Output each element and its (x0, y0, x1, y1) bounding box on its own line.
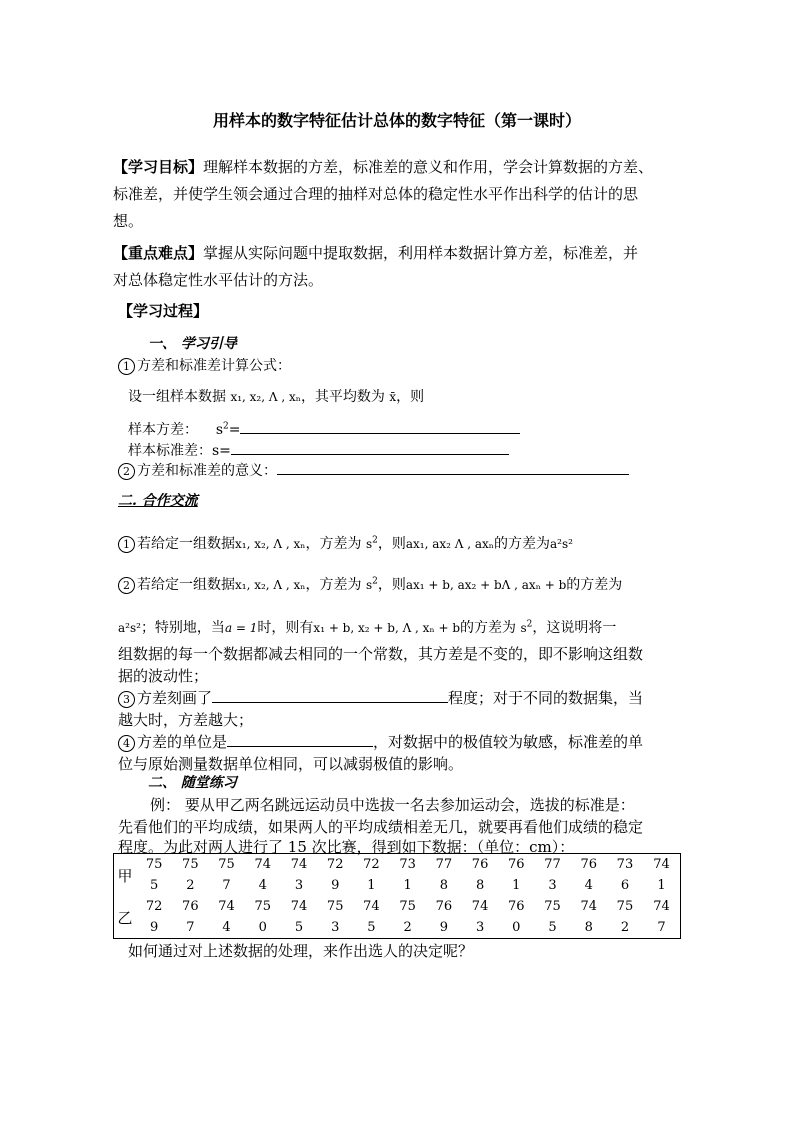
objectives-label: 【学习目标】 (113, 158, 204, 176)
table-cell: 3 (475, 920, 485, 935)
jia-label: 甲 (117, 866, 133, 885)
table-cell: 8 (584, 920, 593, 935)
table-cell: 0 (258, 920, 267, 935)
table-cell: 72 (363, 857, 380, 872)
keypoints-line2: 对总体稳定性水平估计的方法。 (113, 271, 324, 289)
table-cell: 74 (471, 899, 489, 914)
table-cell: 74 (653, 899, 670, 914)
yi-label: 乙 (117, 908, 133, 927)
section1-item1: 1 方差和标准差计算公式： (118, 355, 291, 375)
table-cell: 9 (331, 878, 340, 893)
table-cell: 7 (186, 920, 195, 935)
circled-number-icon: 4 (118, 735, 135, 752)
section2-p2-line3: 组数据的每一个数据都减去相同的一个常数，其方差是不变的，即不影响这组数 (118, 645, 644, 663)
objectives-line1: 【学习目标】理解样本数据的方差，标准差的意义和作用，学会计算数据的方差、 (113, 158, 654, 176)
table-cell: 5 (548, 920, 557, 935)
table-cell: 1 (403, 878, 412, 893)
table-cell: 9 (149, 920, 159, 935)
table-cell: 75 (182, 857, 199, 872)
table-cell: 76 (182, 899, 199, 914)
section2-p3-line2: 越大时，方差越大； (118, 711, 254, 729)
table-cell: 76 (580, 857, 597, 872)
table-cell: 73 (616, 857, 634, 872)
table-cell: 5 (367, 920, 376, 935)
table-cell: 74 (218, 899, 235, 914)
table-cell: 7 (657, 920, 666, 935)
std-line: 样本标准差：s= (128, 440, 509, 460)
table-cell: 9 (439, 920, 448, 935)
table-cell: 2 (403, 920, 412, 935)
circled-number-icon: 2 (118, 577, 135, 594)
table-cell: 1 (367, 878, 376, 893)
table-cell: 3 (294, 878, 304, 893)
objectives-line2: 标准差，并使学生领会通过合理的抽样对总体的稳定性水平作出科学的估计的思 (113, 185, 639, 203)
section2-p2-line4: 据的波动性； (118, 667, 209, 685)
example-line2: 先看他们的平均成绩，如果两人的平均成绩相差无几，就要再看他们成绩的稳定 (118, 818, 644, 836)
circled-number-icon: 1 (118, 358, 135, 375)
variance-line: 样本方差： $s^2=$ (128, 419, 520, 439)
table-cell: 76 (435, 899, 453, 914)
table-cell: 75 (145, 857, 163, 872)
table-cell: 4 (258, 878, 267, 893)
table-cell: 5 (149, 878, 159, 893)
table-cell: 2 (620, 920, 630, 935)
table-cell: 75 (326, 899, 344, 914)
section2-heading: 二. 合作交流 (118, 493, 198, 509)
circled-number-icon: 2 (118, 463, 135, 480)
table-cell: 1 (512, 878, 521, 893)
circled-number-icon: 3 (118, 691, 135, 708)
section2-p2-line2: a²s²；特别地，当a = 1时，则有x₁ + b, x₂ + b, Λ , xₙ + b的方差为 $s^2$，这说明将一 (118, 619, 617, 636)
example-line3: 程度。为此对两人进行了 15 次比赛，得到如下数据：（单位：cm）： (118, 838, 575, 856)
table-cell: 8 (439, 878, 448, 893)
table-cell: 3 (548, 878, 557, 893)
p4-blank[interactable] (227, 732, 373, 747)
section2-p4-line2: 位与原始测量数据单位相同，可以减弱极值的影响。 (118, 755, 464, 773)
question-line: 如何通过对上述数据的处理，来作出选人的决定呢？ (128, 942, 474, 960)
table-cell: 75 (399, 899, 416, 914)
section2-p2-line1: 2 若给定一组数据x₁, x₂, Λ , xₙ，方差为 $s^2$，则ax₁ + b, ax₂ + bΛ , axₙ + b的方差为 (118, 574, 622, 594)
table-cell: 75 (218, 857, 235, 872)
objectives-line3: 想。 (113, 212, 144, 230)
section2-p4-line1: 4 方差的单位是 ，对数据中的极值较为敏感，标准差的单 (118, 729, 643, 756)
section1-item2: 2 方差和标准差的意义： (118, 460, 629, 480)
section1-heading: 一、 学习引导 (148, 336, 237, 352)
std-blank[interactable] (231, 440, 509, 455)
sample-set-line: 设一组样本数据 x₁, x₂, Λ , xₙ，其平均数为 x̄，则 (128, 389, 425, 405)
keypoints-label: 【重点难点】 (113, 244, 204, 262)
table-cell: 74 (363, 899, 380, 914)
keypoints-line1: 【重点难点】掌握从实际问题中提取数据，利用样本数据计算方差，标准差，并 (113, 244, 639, 262)
table-cell: 76 (471, 857, 489, 872)
table-cell: 8 (475, 878, 485, 893)
page-title: 用样本的数字特征估计总体的数字特征（第一课时） (212, 111, 581, 130)
table-cell: 7 (222, 878, 231, 893)
table-cell: 74 (290, 899, 308, 914)
table-cell: 4 (222, 920, 231, 935)
table-cell: 74 (580, 899, 597, 914)
section3-heading: 二、 随堂练习 (148, 775, 237, 791)
table-cell: 75 (616, 899, 634, 914)
table-cell: 5 (294, 920, 304, 935)
table-cell: 74 (653, 857, 670, 872)
table-cell: 75 (544, 899, 561, 914)
example-line1: 例： 要从甲乙两名跳远运动员中选拔一名去参加运动会，选拔的标准是： (150, 796, 635, 814)
table-cell: 1 (657, 878, 666, 893)
table-cell: 0 (512, 920, 521, 935)
score-table (113, 853, 681, 939)
section2-p1: 1 若给定一组数据x₁, x₂, Λ , xₙ，方差为 $s^2$，则ax₁, ax₂ Λ , axₙ的方差为a²s² (118, 533, 573, 553)
table-cell: 6 (620, 878, 630, 893)
table-cell: 72 (145, 899, 163, 914)
table-cell: 76 (508, 857, 525, 872)
table-cell: 2 (186, 878, 195, 893)
meaning-blank[interactable] (277, 460, 629, 475)
circled-number-icon: 1 (118, 536, 135, 553)
section2-p3-line1: 3 方差刻画了 程度；对于不同的数据集，当 (118, 685, 643, 712)
table-cell: 3 (331, 920, 340, 935)
table-cell: 72 (326, 857, 344, 872)
table-cell: 74 (254, 857, 272, 872)
table-cell: 77 (544, 857, 561, 872)
table-cell: 4 (584, 878, 593, 893)
variance-blank[interactable] (240, 419, 520, 434)
table-cell: 75 (254, 899, 272, 914)
table-cell: 77 (435, 857, 453, 872)
table-cell: 73 (399, 857, 416, 872)
table-cell: 76 (508, 899, 525, 914)
table-cell: 74 (290, 857, 308, 872)
p3-blank[interactable] (212, 688, 448, 703)
process-label: 【学习过程】 (118, 302, 209, 320)
